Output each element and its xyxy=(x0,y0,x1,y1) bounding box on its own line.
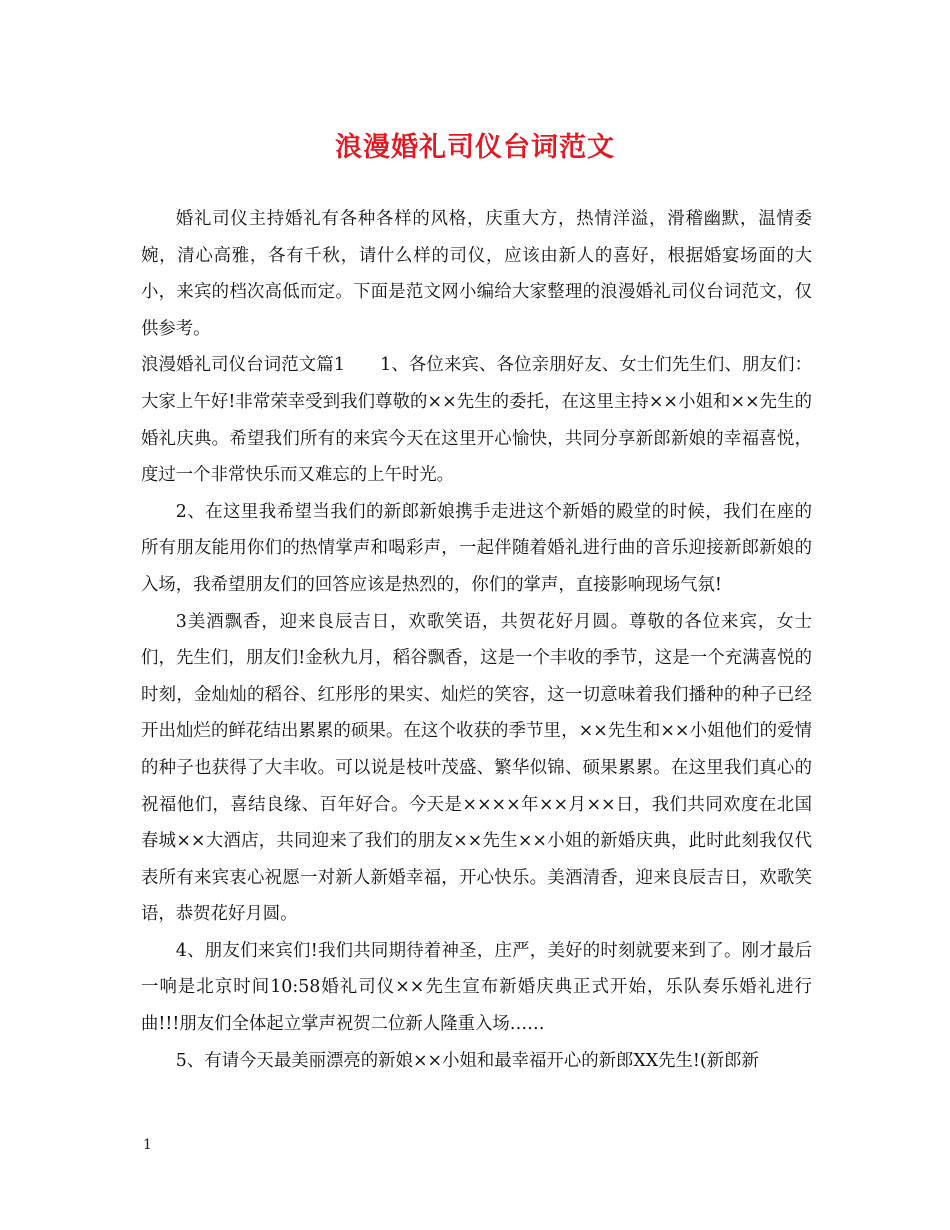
page-number: 1 xyxy=(143,1137,152,1153)
paragraph-5: 5、有请今天最美丽漂亮的新娘××小姐和最幸福开心的新郎XX先生!(新郎新 xyxy=(175,1050,759,1071)
paragraph-section-1: 浪漫婚礼司仪台词范文篇1 1、各位来宾、各位亲朋好友、女士们先生们、朋友们：大家上午好!非常荣幸受到我们尊敬的××先生的委托，在这里主持××小姐和××先生的婚礼庆典。希望我们所有的来宾今天在这里开心愉快，共同分享新郎新娘的幸福喜悦，度过一个非常快乐而又难忘的上午时光。 xyxy=(141,355,812,486)
document-title: 浪漫婚礼司仪台词范文 xyxy=(335,132,615,163)
paragraph-4: 4、朋友们来宾们!我们共同期待着神圣，庄严，美好的时刻就要来到了。刚才最后一响是北京时间10:58婚礼司仪××先生宣布新婚庆典正式开始，乐队奏乐婚礼进行曲!!!朋友们全体起立掌声祝贺二位新人隆重入场…… xyxy=(141,940,812,1035)
paragraph-2: 2、在这里我希望当我们的新郎新娘携手走进这个新婚的殿堂的时候，我们在座的所有朋友能用你们的热情掌声和喝彩声，一起伴随着婚礼进行曲的音乐迎接新郎新娘的入场，我希望朋友们的回答应该是热烈的，你们的掌声，直接影响现场气氛! xyxy=(141,501,812,595)
paragraph-3: 3美酒飘香，迎来良辰吉日，欢歌笑语，共贺花好月圆。尊敬的各位来宾，女士们，先生们，朋友们!金秋九月，稻谷飘香，这是一个丰收的季节，这是一个充满喜悦的时刻，金灿灿的稻谷、红彤彤的果实、灿烂的笑容，这一切意味着我们播种的种子已经开出灿烂的鲜花结出累累的硕果。在这个收获的季节里，××先生和××小姐他们的爱情的种子也获得了大丰收。可以说是枝叶茂盛、繁华似锦、硕果累累。在这里我们真心的祝福他们，喜结良缘、百年好合。今天是××××年××月××日，我们共同欢度在北国春城××大酒店，共同迎来了我们的朋友××先生××小姐的新婚庆典，此时此刻我仅代表所有来宾衷心祝愿一对新人新婚幸福，开心快乐。美酒清香，迎来良辰吉日，欢歌笑语，恭贺花好月圆。 xyxy=(141,611,812,925)
document-body xyxy=(141,201,812,1079)
paragraph-intro: 婚礼司仪主持婚礼有各种各样的风格，庆重大方，热情洋溢，滑稽幽默，温情委婉，清心高雅，各有千秋，请什么样的司仪，应该由新人的喜好，根据婚宴场面的大小，来宾的档次高低而定。下面是范文网小编给大家整理的浪漫婚礼司仪台词范文，仅供参考。 xyxy=(141,209,812,339)
